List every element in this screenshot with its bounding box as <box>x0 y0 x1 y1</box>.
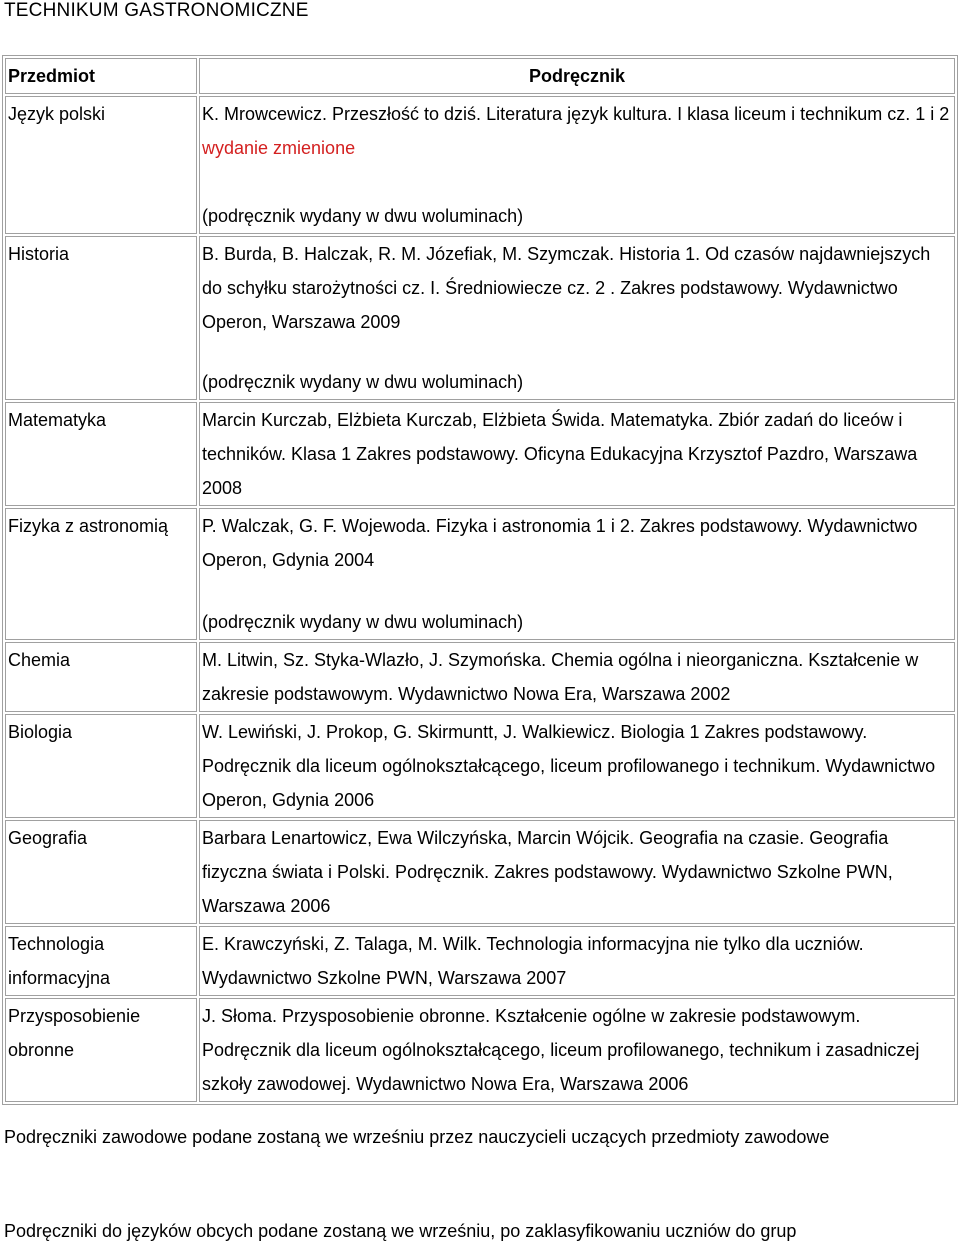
header-subject: Przedmiot <box>5 58 197 94</box>
table-header-row <box>5 58 955 94</box>
subject-cell: Geografia <box>5 820 197 924</box>
book-cell <box>199 96 955 234</box>
subject-cell: Matematyka <box>5 402 197 506</box>
table-row <box>5 642 955 712</box>
edition-highlight: wydanie zmienione <box>202 138 356 158</box>
table-row <box>5 236 955 400</box>
page-title: TECHNIKUM GASTRONOMICZNE <box>4 0 309 21</box>
book-cell: W. Lewiński, J. Prokop, G. Skirmuntt, J. Walkiewicz. Biologia 1 Zakres podstawowy. Podręcznik dla liceum ogólnokształcącego, liceum profilowanego i technikum. Wydawnictwo Operon, Gdynia 2006 <box>199 714 955 818</box>
vocational-books-note: Podręczniki zawodowe podane zostaną we wrześniu przez nauczycieli uczących przedmioty zawodowe <box>4 1127 830 1147</box>
table-row <box>5 998 955 1102</box>
subject-cell: Chemia <box>5 642 197 712</box>
book-cell: M. Litwin, Sz. Styka-Wlazło, J. Szymońska. Chemia ogólna i nieorganiczna. Kształcenie w zakresie podstawowym. Wydawnictwo Nowa Era, Warszawa 2002 <box>199 642 955 712</box>
table-row <box>5 714 955 818</box>
table-row <box>5 508 955 640</box>
subject-cell: Fizyka z astronomią <box>5 508 197 640</box>
subject-cell: Biologia <box>5 714 197 818</box>
book-text: P. Walczak, G. F. Wojewoda. Fizyka i astronomia 1 i 2. Zakres podstawowy. Wydawnictwo Operon, Gdynia 2004 <box>202 516 918 570</box>
table-row <box>5 820 955 924</box>
book-cell: Marcin Kurczab, Elżbieta Kurczab, Elżbieta Świda. Matematyka. Zbiór zadań do liceów i techników. Klasa 1 Zakres podstawowy. Oficyna Edukacyjna Krzysztof Pazdro, Warszawa 2008 <box>199 402 955 506</box>
book-cell <box>199 236 955 400</box>
book-cell: E. Krawczyński, Z. Talaga, M. Wilk. Technologia informacyjna nie tylko dla uczniów. Wydawnictwo Szkolne PWN, Warszawa 2007 <box>199 926 955 996</box>
subject-cell: Technologia informacyjna <box>5 926 197 996</box>
subject-cell: Język polski <box>5 96 197 234</box>
header-book: Podręcznik <box>199 58 955 94</box>
table-row <box>5 926 955 996</box>
book-cell: Barbara Lenartowicz, Ewa Wilczyńska, Marcin Wójcik. Geografia na czasie. Geografia fizyczna świata i Polski. Podręcznik. Zakres podstawowy. Wydawnictwo Szkolne PWN, Warszawa 2006 <box>199 820 955 924</box>
language-books-note: Podręczniki do języków obcych podane zostaną we wrześniu, po zaklasyfikowaniu uczniów do grup <box>4 1221 797 1241</box>
volume-note: (podręcznik wydany w dwu woluminach) <box>202 206 524 226</box>
volume-note: (podręcznik wydany w dwu woluminach) <box>202 372 524 392</box>
table-row <box>5 96 955 234</box>
subject-cell: Historia <box>5 236 197 400</box>
book-cell <box>199 508 955 640</box>
book-cell: J. Słoma. Przysposobienie obronne. Kształcenie ogólne w zakresie podstawowym. Podręcznik dla liceum ogólnokształcącego, liceum profilowanego, technikum i zasadniczej szkoły zawodowej. Wydawnictwo Nowa Era, Warszawa 2006 <box>199 998 955 1102</box>
table-row <box>5 402 955 506</box>
volume-note: (podręcznik wydany w dwu woluminach) <box>202 612 524 632</box>
book-text: B. Burda, B. Halczak, R. M. Józefiak, M. Szymczak. Historia 1. Od czasów najdawniejszych do schyłku starożytności cz. I. Średniowiecze cz. 2 . Zakres podstawowy. Wydawnictwo Operon, Warszawa 2009 <box>202 244 931 332</box>
textbook-table <box>2 55 958 1105</box>
book-text: K. Mrowcewicz. Przeszłość to dziś. Literatura język kultura. I klasa liceum i technikum cz. 1 i 2 <box>202 104 950 124</box>
subject-cell: Przysposobienie obronne <box>5 998 197 1102</box>
